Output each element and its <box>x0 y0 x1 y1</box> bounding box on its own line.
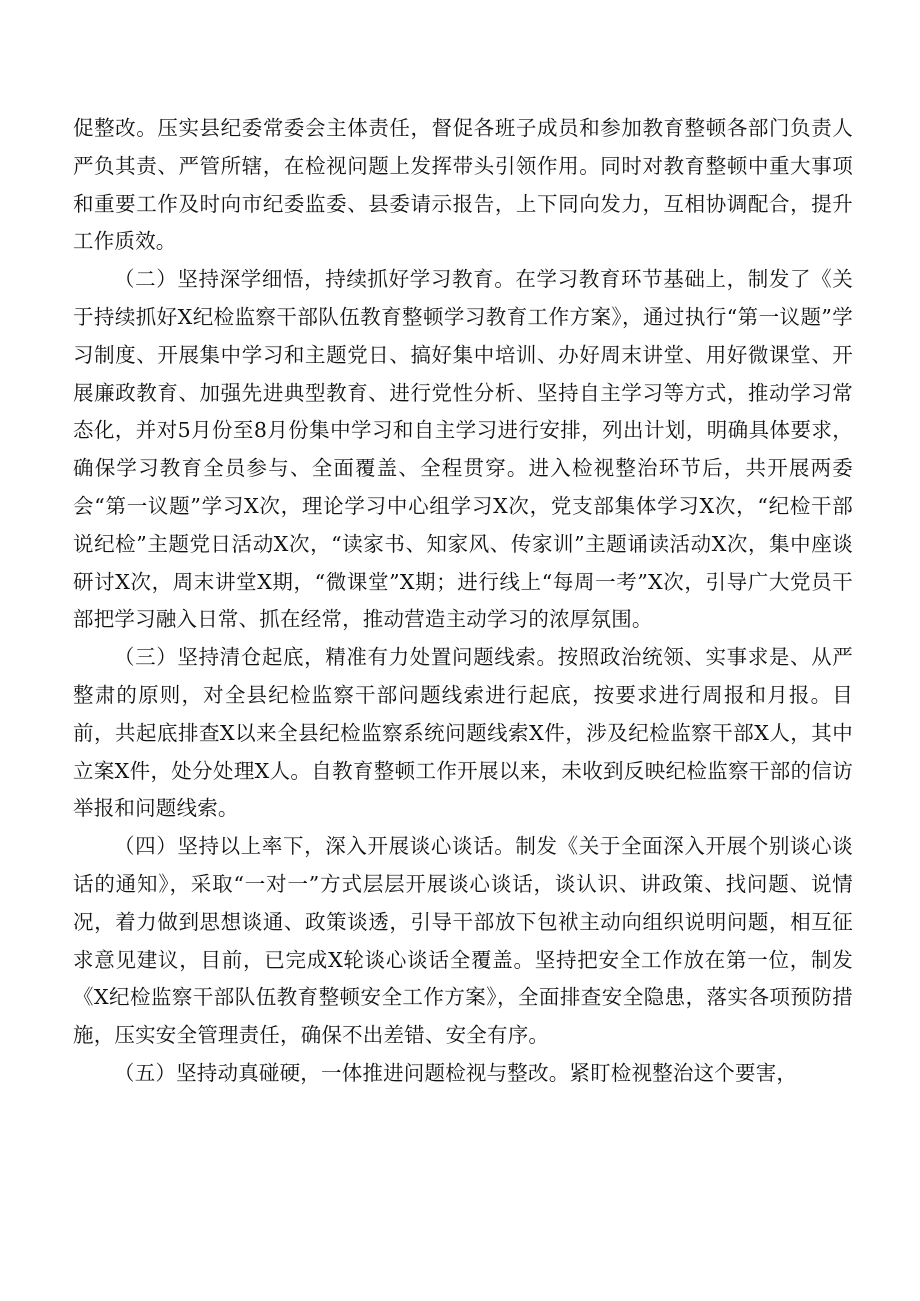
document-body <box>73 110 853 1093</box>
paragraph-learning-education: （二）坚持深学细悟，持续抓好学习教育。在学习教育环节基础上，制发了《关于持续抓好X纪检监察干部队伍教育整顿学习教育工作方案》，通过执行“第一议题”学习制度、开展集中学习和主题党日、搞好集中培训、办好周末讲堂、用好微课堂、开展廉政教育、加强先进典型教育、进行党性分析、坚持自主学习等方式，推动学习常态化，并对5月份至8月份集中学习和自主学习进行安排，列出计划，明确具体要求，确保学习教育全员参与、全面覆盖、全程贯穿。进入检视整治环节后，共开展两委会“第一议题”学习X次，理论学习中心组学习X次，党支部集体学习X次，“纪检干部说纪检”主题党日活动X次，“读家书、知家风、传家训”主题诵读活动X次，集中座谈研讨X次，周末讲堂X期，“微课堂”X期；进行线上“每周一考”X次，引导广大党员干部把学习融入日常、抓在经常，推动营造主动学习的浓厚氛围。 <box>73 267 853 632</box>
paragraph-problem-clues: （三）坚持清仓起底，精准有力处置问题线索。按照政治统领、实事求是、从严整肃的原则，对全县纪检监察干部问题线索进行起底，按要求进行周报和月报。目前，共起底排查X以来全县纪检监察系统问题线索X件，涉及纪检监察干部X人，其中立案X件，处分处理X人。自教育整顿工作开展以来，未收到反映纪检监察干部的信访举报和问题线索。 <box>73 645 853 821</box>
paragraph-heart-to-heart-talks: （四）坚持以上率下，深入开展谈心谈话。制发《关于全面深入开展个别谈心谈话的通知》，采取“一对一”方式层层开展谈心谈话，谈认识、讲政策、找问题、说情况，着力做到思想谈通、政策谈透，引导干部放下包袱主动向组织说明问题，相互征求意见建议，目前，已完成X轮谈心谈话全覆盖。坚持把安全工作放在第一位，制发《X纪检监察干部队伍教育整顿安全工作方案》，全面排查安全隐患，落实各项预防措施，压实安全管理责任，确保不出差错、安全有序。 <box>73 834 853 1048</box>
paragraph-rectification-intro: 促整改。压实县纪委常委会主体责任，督促各班子成员和参加教育整顿各部门负责人严负其责、严管所辖，在检视问题上发挥带头引领作用。同时对教育整顿中重大事项和重要工作及时向市纪委监委、县委请示报告，上下同向发力，互相协调配合，提升工作质效。 <box>73 116 853 254</box>
paragraph-problem-inspection: （五）坚持动真碰硬，一体推进问题检视与整改。紧盯检视整治这个要害， <box>114 1060 798 1085</box>
